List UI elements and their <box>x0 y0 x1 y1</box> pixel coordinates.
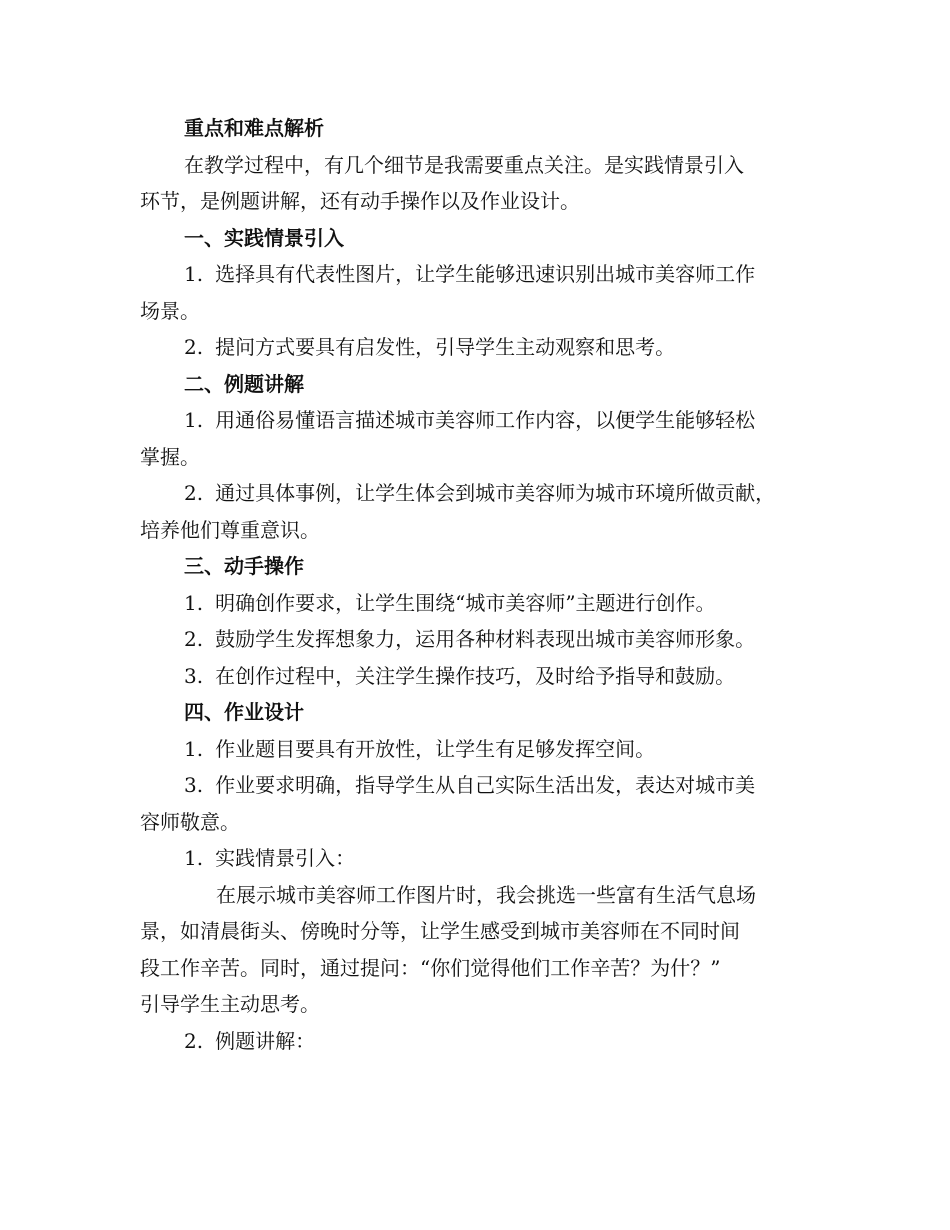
list-item <box>140 585 820 622</box>
list-item <box>140 475 820 548</box>
detail-label: 实践情景引入： <box>215 846 356 870</box>
item-text: 场景。 <box>140 298 200 323</box>
section-heading: 二、例题讲解 <box>184 371 304 396</box>
item-number: 2. <box>184 481 204 505</box>
list-item <box>140 256 820 329</box>
document-body <box>140 110 820 1059</box>
detail-text: 在展示城市美容师工作图片时，我会挑选一些富有生活气息场 <box>216 882 756 907</box>
list-item <box>140 329 820 366</box>
item-text: 掌握。 <box>140 444 200 469</box>
list-item <box>140 731 820 768</box>
item-text: 鼓励学生发挥想象力，运用各种材料表现出城市美容师形象。 <box>215 627 756 651</box>
item-number: 1. <box>184 736 204 761</box>
item-number: 1. <box>184 846 204 870</box>
detail-text: 段工作辛苦。同时，通过提问：“你们觉得他们工作辛苦？为什？” <box>140 955 721 980</box>
doc-title: 重点和难点解析 <box>184 116 324 140</box>
item-number: 2. <box>184 1028 204 1053</box>
detail-block <box>140 1023 820 1060</box>
intro-paragraph <box>140 147 820 220</box>
item-text: 作业题目要具有开放性，让学生有足够发挥空间。 <box>215 736 656 761</box>
detail-block <box>140 840 820 1023</box>
item-number: 3. <box>184 663 204 688</box>
item-number: 3. <box>184 773 204 797</box>
item-text: 通过具体事例，让学生体会到城市美容师为城市环境所做贡献， <box>215 481 776 505</box>
item-number: 2. <box>184 627 204 651</box>
intro-line: 环节，是例题讲解，还有动手操作以及作业设计。 <box>140 189 580 213</box>
item-text: 在创作过程中，关注学生操作技巧，及时给予指导和鼓励。 <box>215 663 736 688</box>
list-item <box>140 767 820 840</box>
list-item <box>140 621 820 658</box>
list-item <box>140 402 820 475</box>
list-item <box>140 658 820 695</box>
item-number: 1. <box>184 262 204 286</box>
item-text: 作业要求明确，指导学生从自己实际生活出发，表达对城市美 <box>215 773 756 797</box>
detail-label: 例题讲解： <box>215 1028 316 1053</box>
item-number: 1. <box>184 408 204 432</box>
intro-line: 在教学过程中，有几个细节是我需要重点关注。是实践情景引入 <box>184 152 744 177</box>
section-heading: 三、动手操作 <box>184 554 304 578</box>
detail-text: 景，如清晨街头、傍晚时分等，让学生感受到城市美容师在不同时间 <box>140 919 740 943</box>
detail-text: 引导学生主动思考。 <box>140 992 320 1016</box>
item-text: 用通俗易懂语言描述城市美容师工作内容，以便学生能够轻松 <box>215 408 756 432</box>
item-text: 选择具有代表性图片，让学生能够迅速识别出城市美容师工作 <box>215 262 756 286</box>
item-text: 提问方式要具有启发性，引导学生主动观察和思考。 <box>215 335 676 359</box>
item-text: 培养他们尊重意识。 <box>140 517 320 542</box>
section-heading: 一、实践情景引入 <box>184 225 344 250</box>
item-number: 1. <box>184 590 204 615</box>
item-text: 明确创作要求，让学生围绕“城市美容师”主题进行创作。 <box>215 590 716 615</box>
item-text: 容师敬意。 <box>140 809 240 834</box>
item-number: 2. <box>184 335 204 359</box>
section-heading: 四、作业设计 <box>184 700 304 724</box>
